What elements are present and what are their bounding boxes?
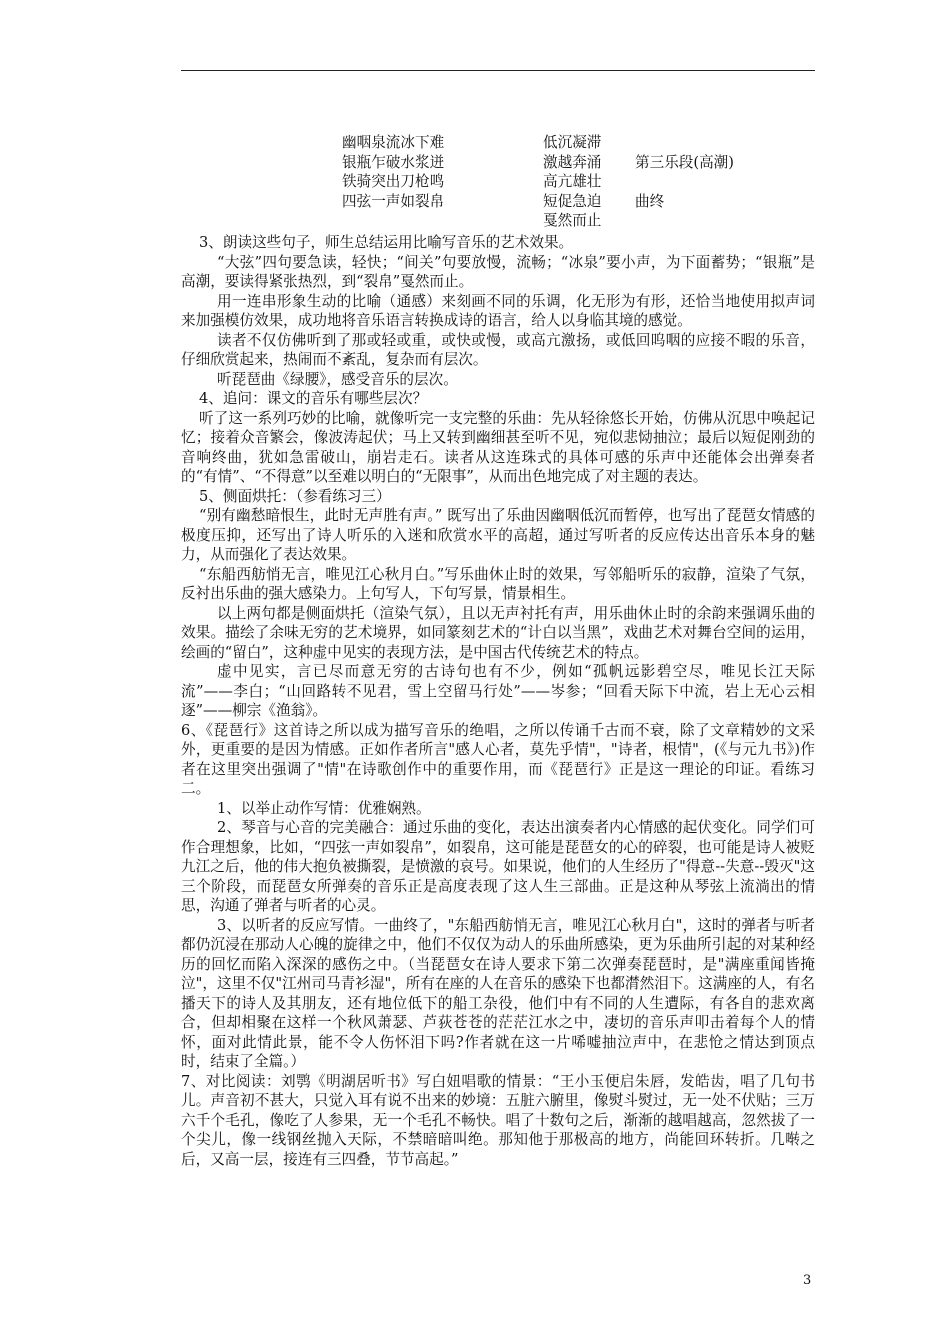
- table-cell-tone: 低沉凝滞: [543, 134, 602, 151]
- paragraph: 听了这一系列巧妙的比喻，就像听完一支完整的乐曲：先从轻徐悠长开始，仿佛从沉思中唤起记忆；接着众音繁会，像波涛起伏；马上又转到幽细甚至听不见，宛似悲恸抽泣；最后以短促刚劲的音响终曲，犹如急雷破山，崩岩走石。读者从这连珠式的具体可感的乐声中还能体会出弹奏者的“有情”、“不得意”以至难以明白的“无限事”，从而出色地完成了对主题的表达。: [181, 409, 815, 485]
- table-cell-poem-line: 铁骑突出刀枪鸣: [342, 173, 445, 190]
- paragraph: 虚中见实，言已尽而意无穷的古诗句也有不少，例如“孤帆远影碧空尽，唯见长江天际流”——李白；“山回路转不见君，雪上空留马行处”——岑参；“回看天际下中流，岩上无心云相逐”——柳宗《渔翁》。: [181, 663, 815, 719]
- body-text: [181, 233, 815, 1169]
- table-cell-section: 第三乐段(高潮): [635, 153, 734, 171]
- paragraph: 6、《琵琶行》这首诗之所以成为描写音乐的绝唱，之所以传诵千古而不衰，除了文章精妙的文采外，更重要的是因为情感。正如作者所言"感人心者，莫先乎情"，"诗者，根情"，(《与元九书》)作者在这里突出强调了"情"在诗歌创作中的重要作用，而《琵琶行》正是这一理论的印证。看练习二。: [181, 721, 815, 797]
- paragraph: 2、琴音与心音的完美融合：通过乐曲的变化，表达出演奏者内心情感的起伏变化。同学们可作合理想象，比如，“四弦一声如裂帛”，如裂帛，这可能是琵琶女的心的碎裂，也可能是诗人被贬九江之后，他的伟大抱负被撕裂，是愤激的哀号。如果说，他们的人生经历了"得意--失意--毁灭"这三个阶段，而琵琶女所弹奏的音乐正是高度表现了这人生三部曲。正是这种从琴弦上流淌出的情思，沟通了弹者与听者的心灵。: [181, 819, 815, 914]
- paragraph: “别有幽愁暗恨生，此时无声胜有声。” 既写出了乐曲因幽咽低沉而暂停，也写出了琵琶女情感的极度压抑，还写出了诗人听乐的入迷和欣赏水平的高超，通过写听者的反应传达出音乐本身的魅力，从而强化了表达效果。: [181, 507, 815, 563]
- paragraph: 以上两句都是侧面烘托（渲染气氛），且以无声衬托有声，用乐曲休止时的余韵来强调乐曲的效果。描绘了余味无穷的艺术境界，如同篆刻艺术的“计白以当黑”，戏曲艺术对舞台空间的运用，绘画的“留白”，这种虚中见实的表现方法，是中国古代传统艺术的特点。: [181, 604, 815, 661]
- paragraph: 3、朗读这些句子，师生总结运用比喻写音乐的艺术效果。: [199, 234, 574, 251]
- table-cell-poem-line: 四弦一声如裂帛: [342, 192, 445, 210]
- table-cell-tone: 短促急迫: [543, 192, 602, 210]
- paragraph: 用一连串形象生动的比喻（通感）来刻画不同的乐调，化无形为有形，还恰当地使用拟声词来加强模仿效果，成功地将音乐语言转换成诗的语言，给人以身临其境的感觉。: [181, 292, 815, 329]
- paragraph: “大弦”四句要急读，轻快；“间关”句要放慢，流畅；“冰泉”要小声，为下面蓄势；“银瓶”是高潮，要读得紧张热烈，到“裂帛”戛然而止。: [181, 253, 815, 290]
- paragraph: 3、以听者的反应写情。一曲终了，"东船西舫悄无言，唯见江心秋月白"，这时的弹者与听者都仍沉浸在那动人心魄的旋律之中，他们不仅仅为动人的乐曲所感染，更为乐曲所引起的对某种经历的回忆而陷入深深的感伤之中。（当琵琶女在诗人要求下第二次弹奏琵琶时，是"满座重闻皆掩泣"，这里不仅"江州司马青衫湿"，所有在座的人在音乐的感染下也都潸然泪下。这满座的人，有名播天下的诗人及其朋友，还有地位低下的船工杂役，他们中有不同的人生遭际，有各自的悲欢离合，但却相聚在这样一个秋风萧瑟、芦荻苍苍的茫茫江水之中，凄切的音乐声叩击着每个人的情怀，面对此情此景，能不令人伤怀泪下吗?作者就在这一片唏嘘抽泣声中，在悲怆之情达到顶点时，结束了全篇。）: [181, 916, 815, 1070]
- page-number: 3: [803, 1273, 812, 1288]
- paragraph: “东船西舫悄无言，唯见江心秋月白。”写乐曲休止时的效果，写邻船听乐的寂静，渲染了气氛，反衬出乐曲的强大感染力。上句写人，下句写景，情景相生。: [181, 565, 815, 602]
- table-cell-section: 曲终: [635, 192, 665, 210]
- paragraph: 7、对比阅读：刘鹗《明湖居听书》写白妞唱歌的情景：“王小玉便启朱唇，发皓齿，唱了几句书儿。声音初不甚大，只觉入耳有说不出来的妙境：五脏六腑里，像熨斗熨过，无一处不伏贴；三万六千个毛孔，像吃了人参果，无一个毛孔不畅快。唱了十数句之后，渐渐的越唱越高，忽然拔了一个尖儿，像一线钢丝抛入天际，不禁暗暗叫绝。那知他于那极高的地方，尚能回环转折。几啭之后，又高一层，接连有三四叠，节节高起。”: [181, 1072, 815, 1168]
- table-cell-poem-line: 银瓶乍破水浆迸: [342, 153, 445, 171]
- paragraph: 5、侧面烘托：（参看练习三）: [199, 487, 391, 505]
- table-cell-tone: 戛然而止: [543, 212, 602, 229]
- table-cell-tone: 激越奔涌: [543, 153, 602, 171]
- paragraph: 4、追问：课文的音乐有哪些层次？: [199, 390, 428, 407]
- table-cell-tone: 高亢雄壮: [543, 173, 602, 190]
- paragraph: 1、以举止动作写情：优雅娴熟。: [217, 799, 431, 817]
- paragraph: 听琵琶曲《绿腰》，感受音乐的层次。: [217, 370, 458, 388]
- paragraph: 读者不仅仿佛听到了那或轻或重，或快或慢，或高亢激扬，或低回呜咽的应接不暇的乐音，仔细欣赏起来，热闹而不紊乱，复杂而有层次。: [181, 331, 815, 368]
- table-cell-poem-line: 幽咽泉流冰下难: [342, 134, 445, 151]
- header-rule: [181, 70, 815, 71]
